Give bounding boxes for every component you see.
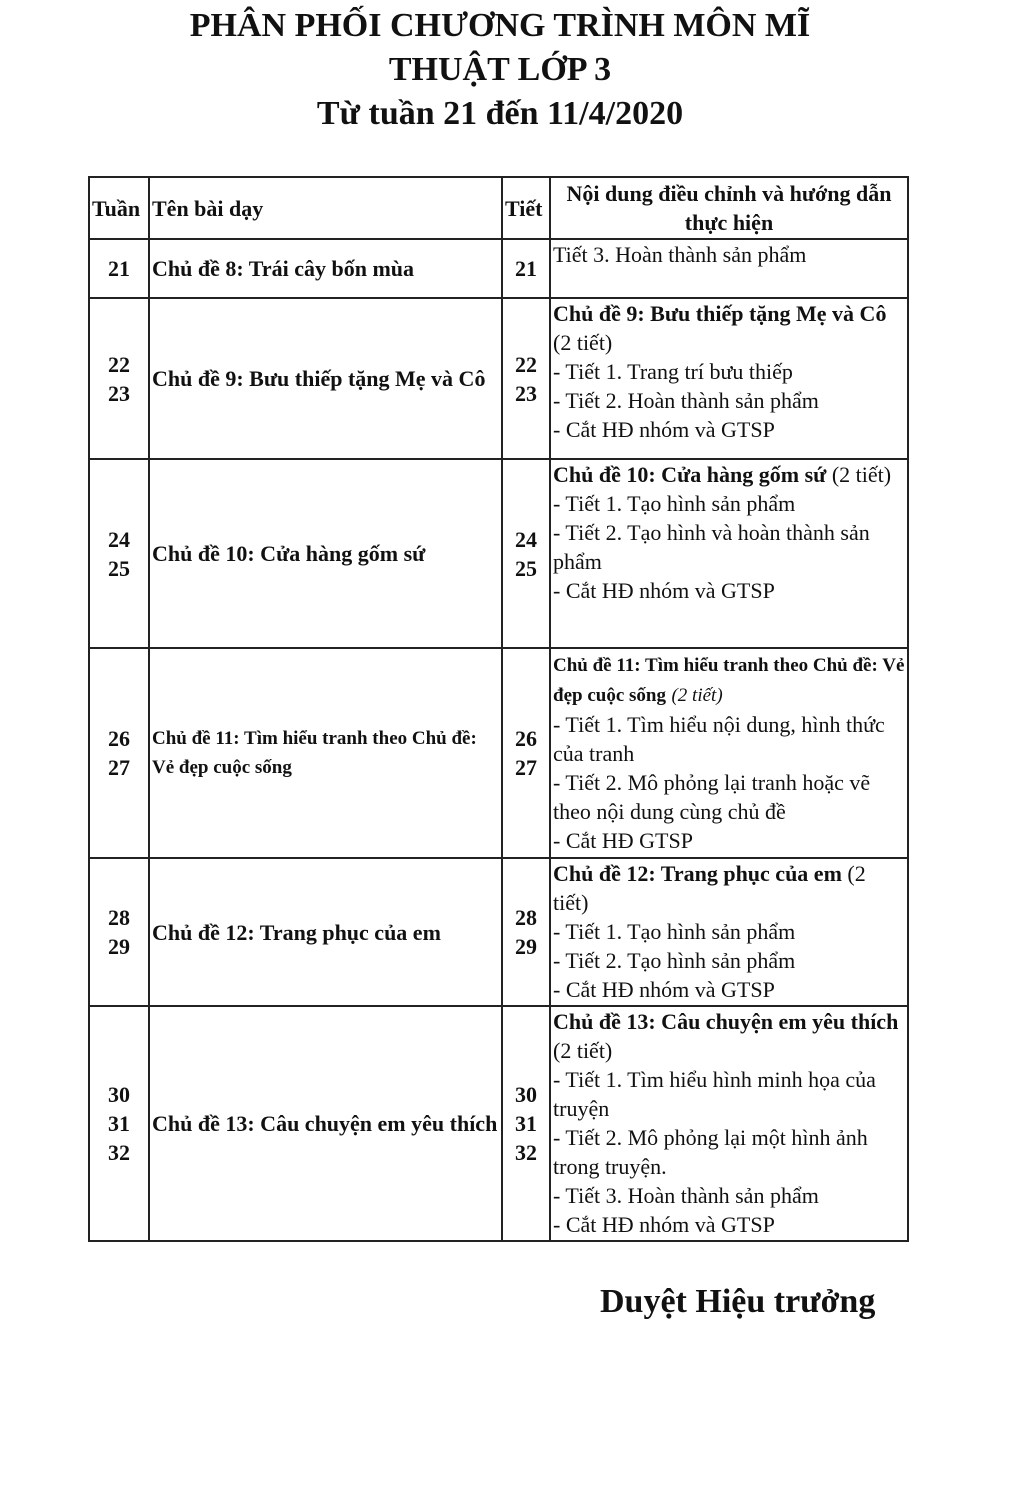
table-row [89,858,908,1006]
period-number: 21 [515,256,537,281]
week-number: 32 [108,1140,130,1165]
week-number: 24 [108,526,130,552]
period-number: 30 [515,1082,537,1107]
content-line: - Tiết 2. Mô phỏng lại một hình ảnh trong truyện. [553,1125,868,1179]
header-content: Nội dung điều chỉnh và hướng dẫn thực hiện [550,177,908,239]
content-line: - Tiết 3. Hoàn thành sản phẩm [553,1183,819,1208]
period-number: 22 [515,351,537,377]
header-row [89,177,908,239]
week-number: 29 [108,934,130,959]
week-cell [89,1006,149,1241]
week-number: 22 [108,351,130,377]
week-number: 28 [108,905,130,930]
lesson-name: Chủ đề 13: Câu chuyện em yêu thích [149,1006,502,1241]
content-heading-title: Chủ đề 13: Câu chuyện em yêu thích [553,1009,899,1034]
content-heading-note: (2 tiết) [553,330,613,355]
lesson-name: Chủ đề 8: Trái cây bốn mùa [149,239,502,298]
period-number: 23 [515,380,537,406]
content-heading-title: Chủ đề 9: Bưu thiếp tặng Mẹ và Cô [553,301,887,326]
period-number: 26 [515,726,537,751]
period-cell [502,239,550,298]
week-number: 31 [108,1111,130,1136]
period-number: 31 [515,1111,537,1136]
content-cell [550,459,908,648]
period-number: 28 [515,905,537,930]
content-heading-note: (2 tiết) [553,1038,613,1063]
title-line-2: THUẬT LỚP 3 [388,51,612,88]
lesson-name: Chủ đề 9: Bưu thiếp tặng Mẹ và Cô [149,298,502,459]
content-heading [553,649,905,710]
week-cell [89,648,149,858]
week-number: 27 [108,755,130,780]
period-number: 24 [515,526,537,552]
table-row [89,1006,908,1241]
content-line: Tiết 3. Hoàn thành sản phẩm [553,242,807,267]
period-cell [502,1006,550,1241]
content-line: - Tiết 1. Trang trí bưu thiếp [553,359,793,384]
header-week: Tuần [89,177,149,239]
content-heading-note: (2 tiết) [553,861,866,915]
lesson-name: Chủ đề 12: Trang phục của em [149,858,502,1006]
content-line: - Cắt HĐ nhóm và GTSP [553,417,775,442]
content-line: - Tiết 1. Tìm hiểu hình minh họa của truyện [553,1067,876,1121]
period-cell [502,648,550,858]
title-line-3: Từ tuần 21 đến 11/4/2020 [316,95,684,132]
period-number: 25 [515,555,537,581]
content-line: - Tiết 2. Mô phỏng lại tranh hoặc vẽ theo nội dung cùng chủ đề [553,770,871,824]
content-cell [550,239,908,298]
content-line: - Tiết 2. Hoàn thành sản phẩm [553,388,819,413]
table-row [89,298,908,459]
content-heading [553,299,905,357]
week-cell [89,239,149,298]
period-number: 29 [515,934,537,959]
header-lesson: Tên bài dạy [149,177,502,239]
table-row [89,459,908,648]
content-line: - Tiết 1. Tìm hiểu nội dung, hình thức của tranh [553,712,885,766]
period-cell [502,459,550,648]
document-title [0,4,1000,136]
lesson-name: Chủ đề 10: Cửa hàng gốm sứ [149,459,502,648]
content-line: - Tiết 1. Tạo hình sản phẩm [553,491,796,516]
content-cell [550,1006,908,1241]
week-number: 23 [108,380,130,406]
title-line-1: PHÂN PHỐI CHƯƠNG TRÌNH MÔN MĨ [189,7,811,44]
week-number: 21 [108,256,130,281]
content-heading-note: (2 tiết) [671,685,723,706]
content-line: - Cắt HĐ nhóm và GTSP [553,578,775,603]
content-cell [550,648,908,858]
content-cell [550,858,908,1006]
content-line: - Cắt HĐ nhóm và GTSP [553,977,775,1002]
content-heading-title: Chủ đề 11: Tìm hiểu tranh theo Chủ đề: Vẻ đẹp cuộc sống [553,655,905,706]
content-line: - Cắt HĐ nhóm và GTSP [553,1212,775,1237]
approval-signature-label: Duyệt Hiệu trưởng [600,1283,876,1320]
content-heading [553,859,905,917]
content-line: - Cắt HĐ GTSP [553,828,693,853]
period-cell [502,298,550,459]
content-heading-title: Chủ đề 10: Cửa hàng gốm sứ [553,462,827,487]
week-cell [89,298,149,459]
header-period: Tiết [502,177,550,239]
week-cell [89,858,149,1006]
content-line: - Tiết 2. Tạo hình và hoàn thành sản phẩm [553,520,870,574]
week-number: 25 [108,555,130,581]
period-number: 27 [515,755,537,780]
content-heading [553,460,905,489]
period-cell [502,858,550,1006]
schedule-table [88,176,909,1242]
week-number: 26 [108,726,130,751]
table-row [89,239,908,298]
lesson-name: Chủ đề 11: Tìm hiểu tranh theo Chủ đề: Vẻ đẹp cuộc sống [149,648,502,858]
content-line: - Tiết 2. Tạo hình sản phẩm [553,948,796,973]
content-line: - Tiết 1. Tạo hình sản phẩm [553,919,796,944]
content-cell [550,298,908,459]
table-row [89,648,908,858]
period-number: 32 [515,1140,537,1165]
content-heading [553,1007,905,1065]
content-heading-note: (2 tiết) [831,462,892,487]
week-cell [89,459,149,648]
content-heading-title: Chủ đề 12: Trang phục của em [553,861,842,886]
week-number: 30 [108,1082,130,1107]
